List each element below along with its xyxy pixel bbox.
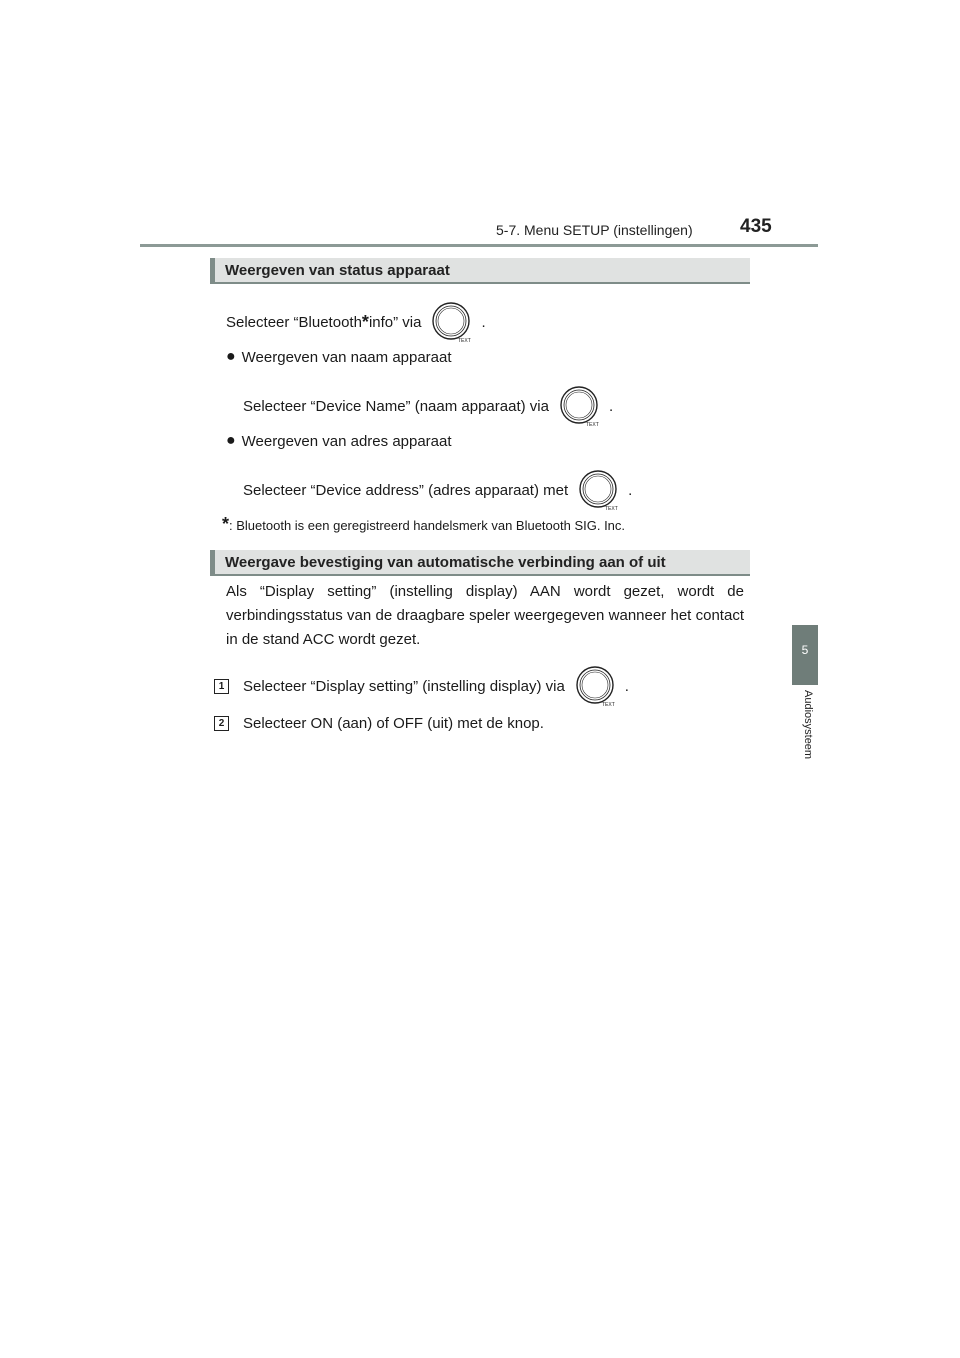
bullet-instruction	[243, 468, 632, 512]
intro-line: Selecteer “Bluetooth * info” via TEXT .	[226, 300, 486, 344]
chapter-tab-label: Audiosysteem	[802, 690, 814, 760]
step-item	[214, 664, 629, 708]
bullet-heading: Weergeven van naam apparaat	[241, 348, 452, 366]
instruction-end: .	[628, 481, 633, 499]
header-divider	[140, 244, 818, 247]
bullet-icon: ●	[226, 348, 236, 365]
bullet-item	[226, 430, 452, 452]
tune-knob-icon	[575, 666, 615, 706]
svg-text:TEXT: TEXT	[585, 422, 599, 426]
footnote-marker: *	[222, 514, 230, 534]
step-text: Selecteer “Display setting” (instelling display) via	[243, 677, 565, 695]
tune-knob-icon	[559, 386, 599, 426]
instruction-end: .	[608, 397, 614, 415]
section-title: Weergeven van status apparaat	[225, 262, 450, 279]
section-heading-auto-connect	[210, 550, 750, 576]
footnote-text: : Bluetooth is een geregistreerd handelsmerk van Bluetooth SIG. Inc.	[229, 518, 626, 533]
step-end: .	[624, 677, 629, 695]
intro-suffix: info” via	[368, 313, 422, 331]
tune-knob-icon	[431, 302, 471, 342]
intro-prefix: Selecteer “Bluetooth	[226, 313, 362, 331]
svg-text:TEXT: TEXT	[601, 702, 615, 706]
chapter-tab: 5	[792, 625, 818, 685]
bullet-instruction	[243, 384, 613, 428]
step-item	[214, 712, 544, 734]
step-number: 2	[214, 716, 229, 731]
bullet-item	[226, 346, 452, 368]
instruction-text: Selecteer “Device Name” (naam apparaat) via	[243, 397, 549, 415]
footnote	[222, 514, 625, 535]
tune-knob-icon	[578, 470, 618, 510]
chapter-title: 5-7. Menu SETUP (instellingen)	[496, 222, 693, 238]
intro-end: .	[481, 313, 486, 331]
bullet-icon: ●	[226, 432, 236, 449]
section-heading-device-status	[210, 258, 750, 284]
page-number: 435	[740, 216, 772, 237]
svg-text:TEXT: TEXT	[458, 338, 472, 342]
section-accent	[210, 550, 215, 574]
bullet-heading: Weergeven van adres apparaat	[241, 432, 452, 450]
section-title: Weergave bevestiging van automatische verbinding aan of uit	[225, 554, 666, 571]
description-paragraph: Als “Display setting” (instelling display) AAN wordt gezet, wordt de verbindingsstatus van de draagbare speler weergegeven wanneer het contact in de stand ACC wordt gezet.	[226, 583, 744, 648]
step-number: 1	[214, 679, 229, 694]
svg-text:TEXT: TEXT	[605, 506, 618, 510]
step-text: Selecteer ON (aan) of OFF (uit) met de knop.	[243, 714, 544, 732]
section-accent	[210, 258, 215, 282]
instruction-text: Selecteer “Device address” (adres apparaat) met	[243, 481, 569, 499]
